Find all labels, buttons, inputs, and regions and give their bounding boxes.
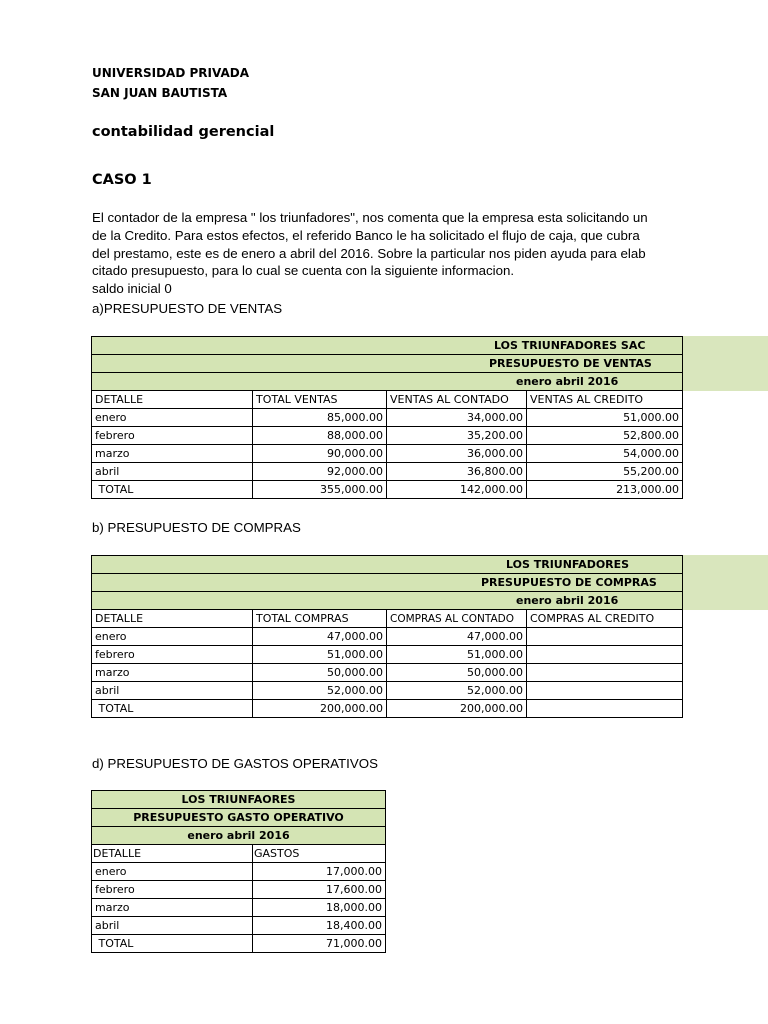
- cell-value: 213,000.00: [527, 481, 683, 499]
- row-label: TOTAL: [92, 700, 253, 718]
- cell-value: 52,000.00: [387, 682, 527, 700]
- compras-title-period: enero abril 2016: [92, 592, 683, 610]
- table-header: TOTAL COMPRAS: [253, 610, 387, 628]
- compras-table: [91, 555, 683, 718]
- cell-value: 85,000.00: [253, 409, 387, 427]
- cell-value: [527, 664, 683, 682]
- ventas-title-company: LOS TRIUNFADORES SAC: [92, 337, 683, 355]
- section-heading-ventas: a)PRESUPUESTO DE VENTAS: [92, 301, 283, 316]
- case-title: CASO 1: [92, 172, 152, 188]
- table-header: DETALLE: [92, 391, 253, 409]
- cell-value: 90,000.00: [253, 445, 387, 463]
- row-label: abril: [92, 463, 253, 481]
- table-row: [92, 445, 683, 463]
- table-total-row: [92, 700, 683, 718]
- intro-line: El contador de la empresa " los triunfadores", nos comenta que la empresa esta solicitando un: [92, 210, 648, 225]
- cell-value: 35,200.00: [387, 427, 527, 445]
- row-label: febrero: [92, 646, 253, 664]
- table-row: [92, 409, 683, 427]
- cell-value: 52,000.00: [253, 682, 387, 700]
- cell-value: 47,000.00: [387, 628, 527, 646]
- ventas-table: [91, 336, 683, 499]
- table-header: TOTAL VENTAS: [253, 391, 387, 409]
- cell-value: 55,200.00: [527, 463, 683, 481]
- cell-value: 18,000.00: [253, 899, 386, 917]
- cell-value: 200,000.00: [387, 700, 527, 718]
- cell-value: 36,000.00: [387, 445, 527, 463]
- table-header: DETALLE: [92, 610, 253, 628]
- cell-value: 50,000.00: [253, 664, 387, 682]
- row-label: enero: [92, 863, 253, 881]
- compras-title-company: LOS TRIUNFADORES: [92, 556, 683, 574]
- cell-value: 51,000.00: [253, 646, 387, 664]
- table-row: [92, 628, 683, 646]
- table-total-row: [92, 935, 386, 953]
- cell-value: 200,000.00: [253, 700, 387, 718]
- ventas-title-period: enero abril 2016: [92, 373, 683, 391]
- cell-value: 51,000.00: [387, 646, 527, 664]
- section-heading-compras: b) PRESUPUESTO DE COMPRAS: [92, 520, 301, 535]
- cell-value: [527, 700, 683, 718]
- table-row: [92, 646, 683, 664]
- table-row: [92, 463, 683, 481]
- row-label: enero: [92, 409, 253, 427]
- row-label: abril: [92, 917, 253, 935]
- intro-line: saldo inicial 0: [92, 281, 172, 297]
- university-name-line1: UNIVERSIDAD PRIVADA: [92, 66, 249, 80]
- gastos-table: [91, 790, 386, 953]
- row-label: febrero: [92, 881, 253, 899]
- cell-value: [527, 628, 683, 646]
- cell-value: 88,000.00: [253, 427, 387, 445]
- cell-value: 54,000.00: [527, 445, 683, 463]
- cell-value: 17,000.00: [253, 863, 386, 881]
- intro-paragraph: [92, 209, 682, 298]
- green-fill-block: [682, 336, 768, 391]
- table-header: DETALLE: [92, 845, 253, 863]
- row-label: marzo: [92, 445, 253, 463]
- ventas-title-budget: PRESUPUESTO DE VENTAS: [92, 355, 683, 373]
- gastos-title-company: LOS TRIUNFAORES: [92, 791, 386, 809]
- row-label: abril: [92, 682, 253, 700]
- row-label: TOTAL: [92, 935, 253, 953]
- table-header: GASTOS: [253, 845, 386, 863]
- gastos-title-period: enero abril 2016: [92, 827, 386, 845]
- table-row: [92, 682, 683, 700]
- gastos-title-budget: PRESUPUESTO GASTO OPERATIVO: [92, 809, 386, 827]
- cell-value: 355,000.00: [253, 481, 387, 499]
- row-label: TOTAL: [92, 481, 253, 499]
- table-total-row: [92, 481, 683, 499]
- cell-value: 52,800.00: [527, 427, 683, 445]
- cell-value: [527, 646, 683, 664]
- table-header: VENTAS AL CREDITO: [527, 391, 683, 409]
- table-header: VENTAS AL CONTADO: [387, 391, 527, 409]
- table-header: COMPRAS AL CONTADO: [387, 610, 527, 628]
- table-header: COMPRAS AL CREDITO: [527, 610, 683, 628]
- table-row: [92, 899, 386, 917]
- course-title: contabilidad gerencial: [92, 124, 275, 140]
- green-fill-block: [682, 555, 768, 610]
- table-row: [92, 917, 386, 935]
- row-label: enero: [92, 628, 253, 646]
- university-name-line2: SAN JUAN BAUTISTA: [92, 86, 228, 100]
- table-row: [92, 881, 386, 899]
- intro-line: de la Credito. Para estos efectos, el referido Banco le ha solicitado el flujo de caja, que cubra: [92, 227, 640, 243]
- intro-line: citado presupuesto, para lo cual se cuenta con la siguiente informacion.: [92, 263, 515, 279]
- table-row: [92, 863, 386, 881]
- cell-value: 36,800.00: [387, 463, 527, 481]
- cell-value: 17,600.00: [253, 881, 386, 899]
- compras-title-budget: PRESUPUESTO DE COMPRAS: [92, 574, 683, 592]
- cell-value: [527, 682, 683, 700]
- row-label: febrero: [92, 427, 253, 445]
- row-label: marzo: [92, 664, 253, 682]
- table-row: [92, 664, 683, 682]
- section-heading-gastos: d) PRESUPUESTO DE GASTOS OPERATIVOS: [92, 756, 378, 771]
- cell-value: 47,000.00: [253, 628, 387, 646]
- cell-value: 34,000.00: [387, 409, 527, 427]
- table-row: [92, 427, 683, 445]
- cell-value: 92,000.00: [253, 463, 387, 481]
- cell-value: 71,000.00: [253, 935, 386, 953]
- cell-value: 18,400.00: [253, 917, 386, 935]
- cell-value: 51,000.00: [527, 409, 683, 427]
- cell-value: 142,000.00: [387, 481, 527, 499]
- row-label: marzo: [92, 899, 253, 917]
- intro-line: del prestamo, este es de enero a abril del 2016. Sobre la particular nos piden ayuda para elab: [92, 245, 646, 261]
- cell-value: 50,000.00: [387, 664, 527, 682]
